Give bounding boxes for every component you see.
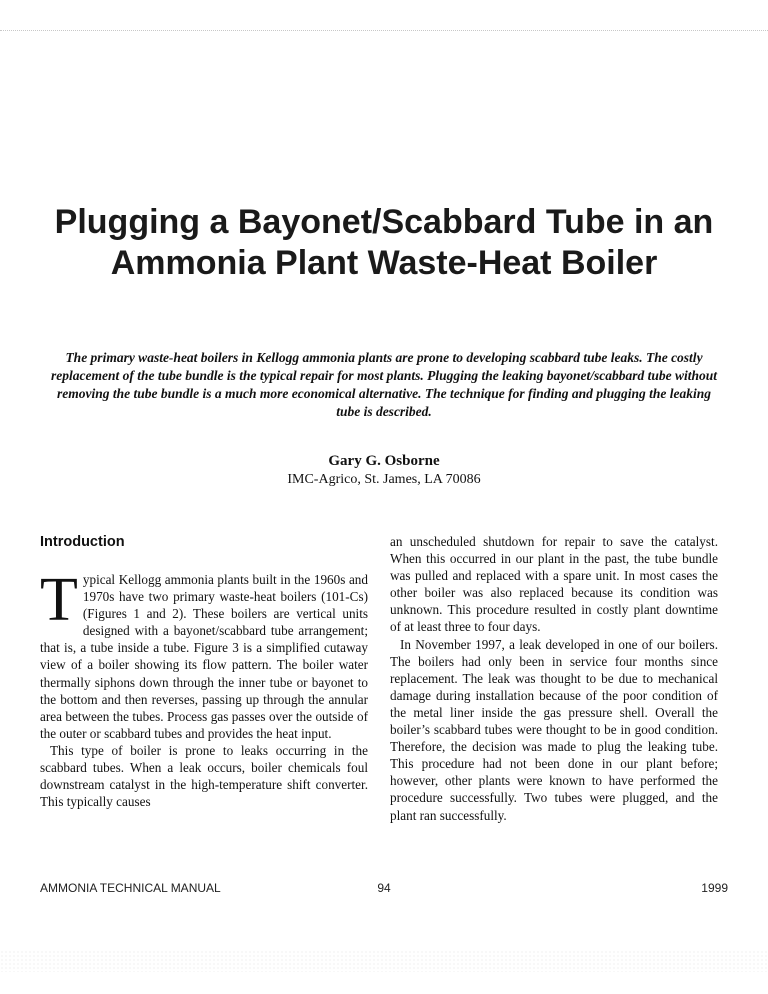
top-scan-rule xyxy=(0,30,768,31)
paper-title: Plugging a Bayonet/Scabbard Tube in an Ammonia Plant Waste-Heat Boiler xyxy=(54,203,714,282)
author-affiliation: IMC-Agrico, St. James, LA 70086 xyxy=(287,472,481,487)
section-heading-introduction: Introduction xyxy=(40,534,125,550)
footer-page-number: 94 xyxy=(377,881,391,895)
intro-paragraph-3: an unscheduled shutdown for repair to save the catalyst. When this occurred in our plant in the past, the tube bundle was pulled and replaced with a spare unit. In most cases the other boiler was also replaced because its condition was unknown. This procedure resulted in costly plant downtime of at least three to four days. xyxy=(390,534,718,635)
footer-year: 1999 xyxy=(701,881,728,895)
footer-journal-name: AMMONIA TECHNICAL MANUAL xyxy=(40,881,221,895)
drop-cap: T xyxy=(40,566,78,634)
intro-paragraph-4: In November 1997, a leak developed in one of our boilers. The boilers had only been in service four months since replacement. The leak was thought to be due to mechanical damage during installation because of the poor condition of the metal liner inside the gas pressure shell. Overall the boiler’s scabbard tubes were thought to be in good condition. Therefore, the decision was made to plug the leaking tube. This procedure had not been done in our plant before; however, other plants were known to have performed the procedure successfully. Two tubes were plugged, and the plant ran successfully. xyxy=(390,636,718,823)
page-footer xyxy=(0,880,768,896)
intro-paragraph-2: This type of boiler is prone to leaks occurring in the scabbard tubes. When a leak occurs, boiler chemicals foul downstream catalyst in the high-temperature shift converter. This typically causes xyxy=(40,742,368,810)
intro-paragraph-1-text: ypical Kellogg ammonia plants built in the 1960s and 1970s have two primary waste-heat boilers (101-Cs) (Figures 1 and 2). These boilers are vertical units designed with a bayonet/scabbard tube arrangement; that is, a tube inside a tube. Figure 3 is a simplified cutaway view of a boiler showing its flow pattern. The boiler water thermally siphons down through the inner tube or bayonet to the bottom and then reverses, passing up through the annular area between the tubes. Process gas passes over the outside of the outer or scabbard tubes and provides the heat input. xyxy=(40,572,368,741)
intro-paragraph-1 xyxy=(40,566,368,742)
scan-noise-band xyxy=(0,950,768,972)
right-column xyxy=(390,533,718,824)
author-name: Gary G. Osborne xyxy=(328,453,440,469)
left-column xyxy=(40,533,368,810)
abstract: The primary waste-heat boilers in Kellogg ammonia plants are prone to developing scabbard tube leaks. The costly replacement of the tube bundle is the typical repair for most plants. Plugging the leaking bayonet/scabbard tube without removing the tube bundle is a much more economical alternative. The technique for finding and plugging the leaking tube is described. xyxy=(50,350,718,419)
